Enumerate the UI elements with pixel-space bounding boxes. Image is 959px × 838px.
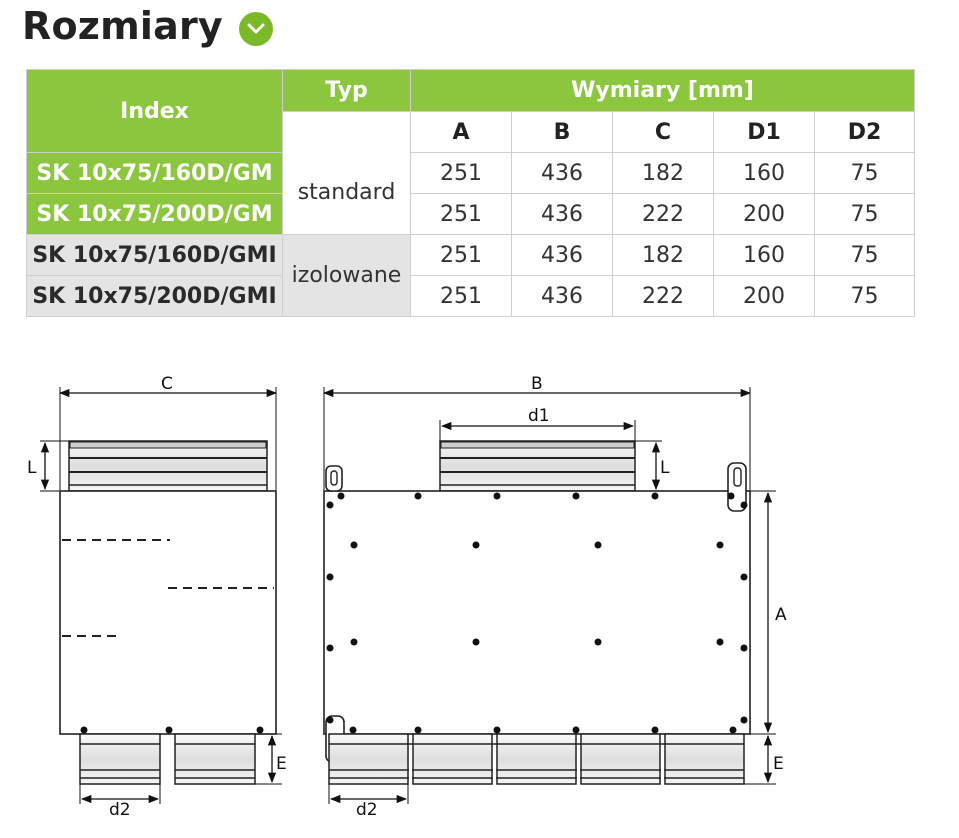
cell-value: 222 bbox=[613, 276, 714, 317]
row-index: SK 10x75/160D/GM bbox=[27, 153, 283, 194]
cell-value: 75 bbox=[815, 276, 915, 317]
row-index: SK 10x75/200D/GM bbox=[27, 194, 283, 235]
cell-value: 251 bbox=[411, 235, 512, 276]
column-header: D1 bbox=[714, 112, 815, 153]
label-e: E bbox=[276, 754, 287, 774]
cell-value: 75 bbox=[815, 194, 915, 235]
label-l-front: L bbox=[660, 458, 670, 478]
label-a: A bbox=[775, 605, 787, 625]
top-connector-front bbox=[440, 441, 635, 491]
header-index: Index bbox=[27, 70, 283, 153]
cell-value: 200 bbox=[714, 276, 815, 317]
row-index: SK 10x75/160D/GMI bbox=[27, 235, 283, 276]
cell-value: 251 bbox=[411, 153, 512, 194]
row-index: SK 10x75/200D/GMI bbox=[27, 276, 283, 317]
cell-value: 160 bbox=[714, 235, 815, 276]
cell-value: 75 bbox=[815, 235, 915, 276]
column-header: D2 bbox=[815, 112, 915, 153]
bottom-outlets bbox=[80, 734, 255, 784]
type-insulated: izolowane bbox=[283, 235, 411, 317]
box-body-front bbox=[324, 491, 750, 734]
label-d2: d2 bbox=[109, 800, 131, 820]
column-header: A bbox=[411, 112, 512, 153]
cell-value: 182 bbox=[613, 153, 714, 194]
cell-value: 251 bbox=[411, 194, 512, 235]
cell-value: 160 bbox=[714, 153, 815, 194]
type-standard: standard bbox=[283, 112, 411, 235]
cell-value: 200 bbox=[714, 194, 815, 235]
label-e-front: E bbox=[773, 754, 784, 774]
box-body bbox=[60, 491, 276, 734]
bottom-outlets-front bbox=[329, 734, 744, 784]
cell-value: 436 bbox=[512, 235, 613, 276]
cell-value: 222 bbox=[613, 194, 714, 235]
cell-value: 436 bbox=[512, 153, 613, 194]
label-d2-front: d2 bbox=[356, 800, 378, 820]
label-c: C bbox=[161, 374, 173, 394]
label-b: B bbox=[531, 374, 543, 394]
cell-value: 436 bbox=[512, 276, 613, 317]
cell-value: 436 bbox=[512, 194, 613, 235]
column-header: B bbox=[512, 112, 613, 153]
label-d1: d1 bbox=[528, 406, 550, 426]
side-view bbox=[27, 374, 287, 820]
header-dimensions: Wymiary [mm] bbox=[411, 70, 915, 112]
page-title: Rozmiary bbox=[22, 4, 223, 48]
cell-value: 251 bbox=[411, 276, 512, 317]
front-view bbox=[324, 374, 787, 820]
cell-value: 182 bbox=[613, 235, 714, 276]
column-header: C bbox=[613, 112, 714, 153]
cell-value: 75 bbox=[815, 153, 915, 194]
top-connector bbox=[69, 441, 267, 491]
label-l: L bbox=[27, 458, 37, 478]
header-type: Typ bbox=[283, 70, 411, 112]
